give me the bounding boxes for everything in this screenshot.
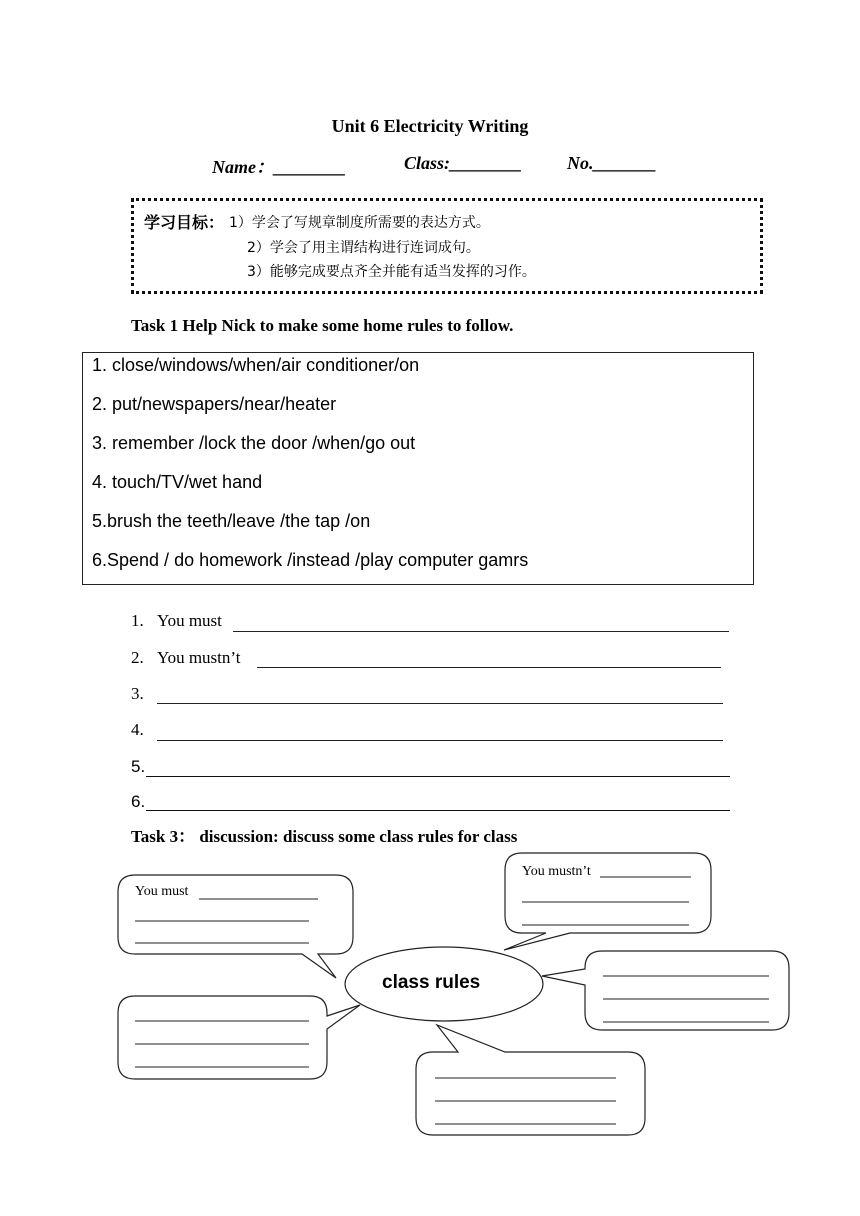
number-field[interactable]: No._______ [567,153,657,173]
class-field[interactable]: Class:________ [404,153,523,173]
answer-number-4: 4. [131,720,144,739]
prompt-2: 2. put/newspapers/near/heater [92,394,337,414]
speech-bubble-right [542,951,789,1030]
page-title: Unit 6 Electricity Writing [331,116,529,136]
bubble-must-label: You must [135,884,189,899]
prompt-4: 4. touch/TV/wet hand [92,472,263,492]
prompt-1: 1. close/windows/when/air conditioner/on [92,355,420,375]
task1-heading: Task 1 Help Nick to make some home rules to follow. [131,316,514,335]
answer-number-1: 1. [131,611,144,630]
goal-item-3: 3）能够完成要点齐全并能有适当发挥的习作。 [247,264,536,280]
name-field[interactable]: Name：________ [212,157,346,177]
task3-heading: Task 3： discussion: discuss some class rules for class [131,827,518,846]
answer-number-3: 3. [131,684,144,703]
goal-item-2: 2）学会了用主谓结构进行连词成句。 [247,240,480,256]
answer-prefix-2: You mustn’t [157,648,241,667]
answer-number-6: 6. [131,792,146,811]
answer-number-2: 2. [131,648,144,667]
prompt-6: 6.Spend / do homework /instead /play computer gamrs [92,550,529,570]
speech-bubble-bottom [416,1025,645,1135]
bubble-mustnt-label: You mustn’t [522,864,591,879]
goals-heading: 学习目标： [144,213,225,232]
prompt-5: 5.brush the teeth/leave /the tap /on [92,511,371,531]
goal-item-1: 1）学会了写规章制度所需要的表达方式。 [229,215,490,231]
center-label: class rules [382,972,481,993]
answer-prefix-1: You must [157,611,222,630]
answer-number-5: 5. [131,757,146,776]
prompt-3: 3. remember /lock the door /when/go out [92,433,416,453]
